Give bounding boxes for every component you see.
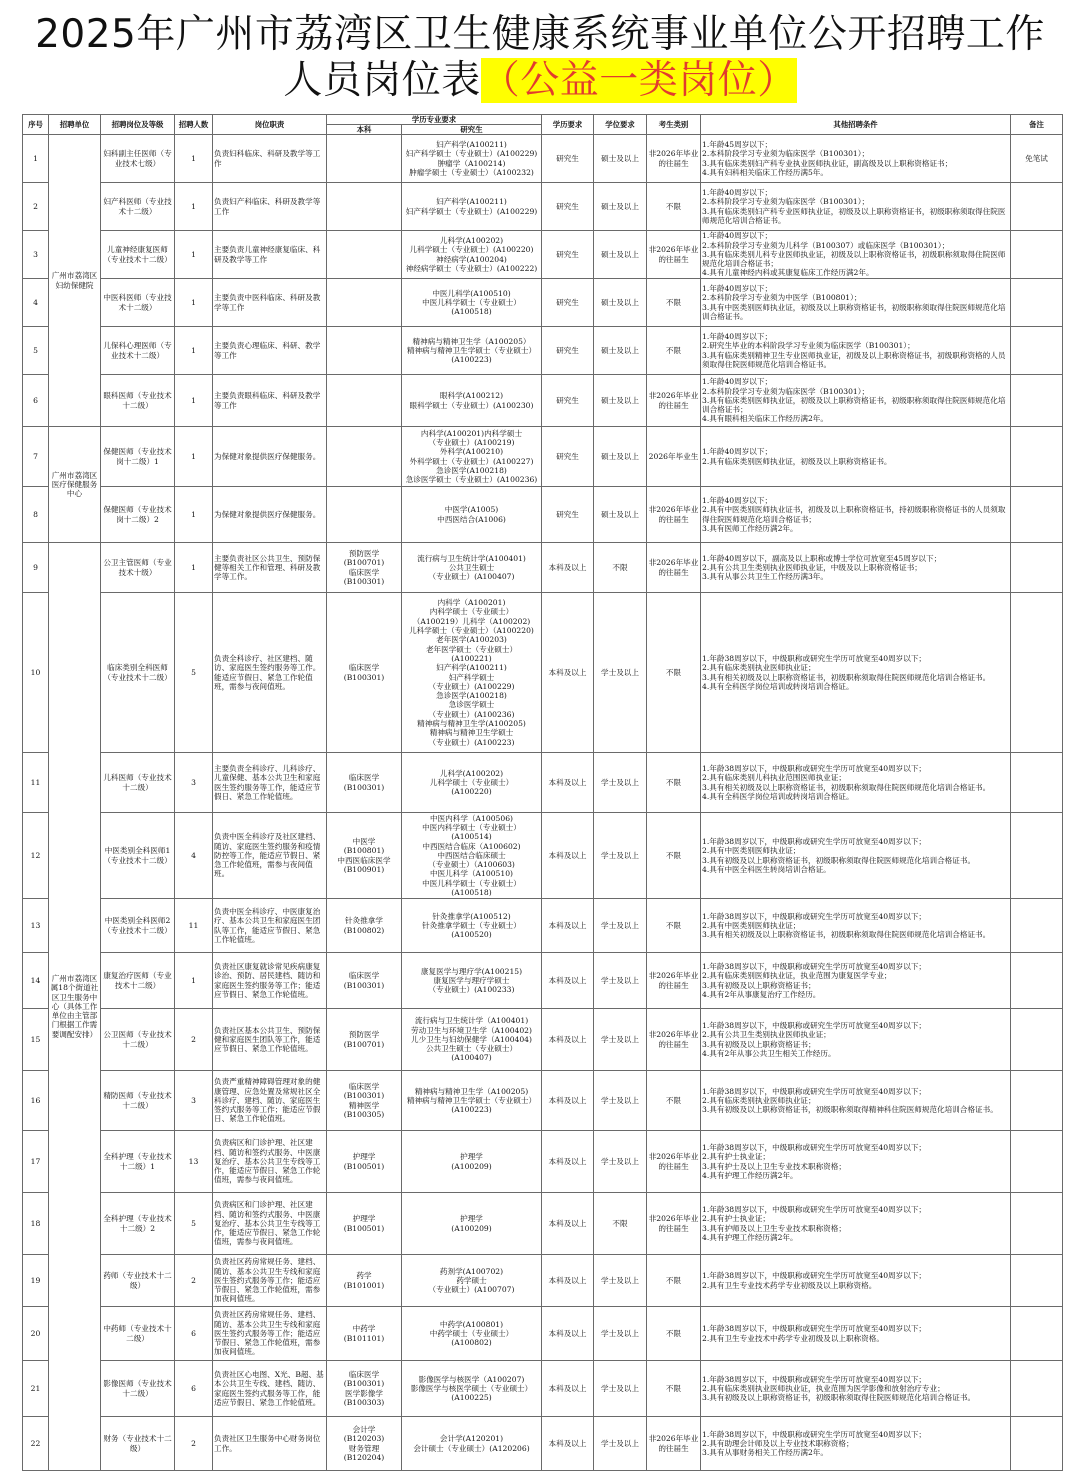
duty-cell: 负责全科诊疗、社区建档、随访、家庭医生签约服务等工作。能适应节假日、紧急工作轮值班，需参与夜间值班。 <box>213 593 327 753</box>
seq-cell: 16 <box>23 1071 49 1131</box>
remarks-cell <box>1011 279 1063 327</box>
edu-cell: 本科及以上 <box>542 1417 594 1471</box>
graduate-cell: 会计学(A120201) 会计硕士（专业硕士）(A120206) <box>402 1417 542 1471</box>
category-cell: 不限 <box>647 1361 701 1417</box>
count-cell: 1 <box>175 543 213 593</box>
seq-cell: 12 <box>23 813 49 899</box>
graduate-cell: 康复医学与理疗学(A100215) 康复医学与理疗学硕士 （专业硕士）(A100233) <box>402 953 542 1009</box>
bachelor-cell <box>327 487 402 543</box>
title-line-2 <box>0 58 1080 104</box>
graduate-cell: 儿科学(A100202) 儿科学硕士（专业硕士） (A100220) <box>402 753 542 813</box>
remarks-cell <box>1011 753 1063 813</box>
header-seq: 序号 <box>23 115 49 135</box>
category-cell: 不限 <box>647 593 701 753</box>
degree-cell: 硕士及以上 <box>594 135 647 183</box>
bachelor-cell: 临床医学 (B100301) <box>327 753 402 813</box>
title-text: 人员岗位表 <box>283 58 481 103</box>
graduate-cell: 护理学 (A100209) <box>402 1131 542 1193</box>
post-cell: 儿科医师（专业技术十二级） <box>101 753 175 813</box>
post-cell: 财务（专业技术十二级） <box>101 1417 175 1471</box>
graduate-cell: 中医学(A1005) 中西医结合(A1006) <box>402 487 542 543</box>
conditions-cell: 1.年龄38周岁以下，中级职称或研究生学历可放宽至40周岁以下； 2.具有临床类别执业医师执业证； 3.具有相关初级及以上职称资格证书，初级职称须取得住院医师规范化培训合格证书。 4.具有全科医学岗位培训或转岗培训合格证。 <box>701 593 1011 753</box>
count-cell: 1 <box>175 427 213 487</box>
count-cell: 6 <box>175 1307 213 1361</box>
count-cell: 5 <box>175 1193 213 1255</box>
category-cell: 非2026年毕业的往届生 <box>647 543 701 593</box>
degree-cell: 学士及以上 <box>594 1255 647 1307</box>
bachelor-cell: 中医学 (B100801) 中西医临床医学 (B100901) <box>327 813 402 899</box>
unit-cell: 广州市荔湾区医疗保健服务中心 <box>49 427 101 543</box>
post-cell: 中药师（专业技术十二级） <box>101 1307 175 1361</box>
degree-cell: 学士及以上 <box>594 813 647 899</box>
header-remarks: 备注 <box>1011 115 1063 135</box>
table-row <box>23 899 1063 953</box>
seq-cell: 13 <box>23 899 49 953</box>
graduate-cell: 内科学（A100201) 内科学硕士（专业硕士） （A100219）儿科学（A100202) 儿科学硕士（专业硕士）（A100220) 老年医学(A100203) 老年医学硕士（专业硕士） (A100221) 妇产科学(A100211) 妇产科学硕士 （专业硕士）(A100229) 急诊医学(A100218) 急诊医学硕士 （专业硕士）(A100236) 精神病与精神卫生学(A100205) 精神病与精神卫生学硕士 （专业硕士）(A100223) <box>402 593 542 753</box>
duty-cell: 负责社区药房常规任务、建档、随访、基本公共卫生专线和家庭医生签约式服务等工作；能适应节假日、紧急工作轮值班，需参加夜间值班。 <box>213 1307 327 1361</box>
conditions-cell: 1.年龄45周岁以下； 2.本科阶段学习专业须为临床医学（B100301）； 3.具有临床类别妇产科专业执业医师执业证，副高级及以上职称资格证书； 4.具有妇科相关临床工作经历满5年。 <box>701 135 1011 183</box>
degree-cell: 学士及以上 <box>594 1131 647 1193</box>
category-cell: 不限 <box>647 1307 701 1361</box>
edu-cell: 本科及以上 <box>542 813 594 899</box>
edu-cell: 本科及以上 <box>542 1307 594 1361</box>
bachelor-cell: 临床医学 (B100301) <box>327 953 402 1009</box>
category-cell: 不限 <box>647 899 701 953</box>
count-cell: 2 <box>175 1255 213 1307</box>
degree-cell: 学士及以上 <box>594 953 647 1009</box>
graduate-cell: 精神病与精神卫生学（A100205） 精神病与精神卫生学硕士（专业硕士） (A100223) <box>402 327 542 375</box>
table-row <box>23 1131 1063 1193</box>
table-row <box>23 753 1063 813</box>
table-row <box>23 135 1063 183</box>
post-cell: 全科护理（专业技术十二级）2 <box>101 1193 175 1255</box>
conditions-cell: 1.年龄38周岁以下，中级职称或研究生学历可放宽至40周岁以下； 2.具有临床类别执业医师执业证，执业范围为医学影像和放射治疗专业； 3.具有初级及以上职称资格证书，初级职称须取得住院医师规范化培训合格证书。 <box>701 1361 1011 1417</box>
degree-cell: 学士及以上 <box>594 1361 647 1417</box>
conditions-cell: 1.年龄38周岁以下，中级职称或研究生学历可放宽至40周岁以下； 2.具有公共卫生类别执业医师执业证； 3.具有初级及以上职称资格证书； 4.具有2年从事公共卫生相关工作经历。 <box>701 1009 1011 1071</box>
graduate-cell: 针灸推拿学(A100512) 针灸推拿学硕士（专业硕士） (A100520) <box>402 899 542 953</box>
edu-cell: 研究生 <box>542 135 594 183</box>
degree-cell: 学士及以上 <box>594 1307 647 1361</box>
duty-cell: 负责中医全科诊疗、中医康复治疗、基本公共卫生和家庭医生团队等工作，能适应节假日、紧急工作轮值班。 <box>213 899 327 953</box>
remarks-cell <box>1011 543 1063 593</box>
table-row <box>23 813 1063 899</box>
header-category: 考生类别 <box>647 115 701 135</box>
recruitment-table <box>22 114 1063 1471</box>
table-body <box>23 135 1063 1471</box>
bachelor-cell: 临床医学 (B100301) <box>327 593 402 753</box>
count-cell: 2 <box>175 1009 213 1071</box>
seq-cell: 9 <box>23 543 49 593</box>
category-cell: 非2026年毕业的往届生 <box>647 1193 701 1255</box>
post-cell: 保健医师（专业技术岗十二级）1 <box>101 427 175 487</box>
duty-cell: 主要负责儿童神经康复临床、科研及教学等工作 <box>213 231 327 279</box>
degree-cell: 硕士及以上 <box>594 327 647 375</box>
conditions-cell: 1.年龄38周岁以下，中级职称或研究生学历可放宽至40周岁以下； 2.具有卫生专业技术药学专业初级及以上职称资格。 <box>701 1255 1011 1307</box>
category-cell: 非2026年毕业的往届生 <box>647 1009 701 1071</box>
graduate-cell: 护理学 (A100209) <box>402 1193 542 1255</box>
edu-cell: 本科及以上 <box>542 753 594 813</box>
post-cell: 中医类别全科医师2（专业技术十二级） <box>101 899 175 953</box>
conditions-cell: 1.年龄38周岁以下，中级职称或研究生学历可放宽至40周岁以下； 2.具有中医类别医师执业证； 3.具有初级及以上职称资格证书，初级职称须取得住院医师规范化培训合格证书。 4.具有中医全科医生转岗培训合格证。 <box>701 813 1011 899</box>
graduate-cell: 精神病与精神卫生学（A100205) 精神病与精神卫生学硕士（专业硕士） (A100223) <box>402 1071 542 1131</box>
count-cell: 1 <box>175 231 213 279</box>
header-major: 学历专业要求 <box>327 115 542 125</box>
category-cell: 非2026年毕业的往届生 <box>647 231 701 279</box>
table-row <box>23 1361 1063 1417</box>
duty-cell: 负责严重精神障碍管理对象的健康管理、应急处置及常规社区全科诊疗、建档、随访、家庭医生签约式服务等工作；能适应节假日、紧急工作轮值班。 <box>213 1071 327 1131</box>
table-row <box>23 1255 1063 1307</box>
seq-cell: 2 <box>23 183 49 231</box>
count-cell: 6 <box>175 1361 213 1417</box>
conditions-cell: 1.年龄38周岁以下，中级职称或研究生学历可放宽至40周岁以下； 2.具有护士执业证； 3.具有护师及以上卫生专业技术职称资格； 4.具有护理工作经历满2年。 <box>701 1193 1011 1255</box>
duty-cell: 主要负责社区公共卫生、预防保健等相关工作和管理、科研及教学等工作。 <box>213 543 327 593</box>
post-cell: 中医类别全科医师1（专业技术十二级） <box>101 813 175 899</box>
seq-cell: 7 <box>23 427 49 487</box>
edu-cell: 研究生 <box>542 279 594 327</box>
count-cell: 1 <box>175 279 213 327</box>
category-cell: 非2026年毕业的往届生 <box>647 375 701 427</box>
graduate-cell: 内科学(A100201)内科学硕士 （专业硕士）(A100219) 外科学(A100210) 外科学硕士（专业硕士）(A100227) 急诊医学(A100218) 急诊医学硕士（专业硕士）(A100236) <box>402 427 542 487</box>
conditions-cell: 1.年龄38周岁以下，中级职称或研究生学历可放宽至40周岁以下； 2.具有临床类别执业医师执业证； 3.具有初级及以上职称资格证书，初级职称须取得精神科住院医师规范化培训合格证书。 <box>701 1071 1011 1131</box>
bachelor-cell <box>327 231 402 279</box>
count-cell: 1 <box>175 327 213 375</box>
seq-cell: 8 <box>23 487 49 543</box>
graduate-cell: 妇产科学(A100211) 妇产科学硕士（专业硕士）(A100229) <box>402 183 542 231</box>
edu-cell: 本科及以上 <box>542 899 594 953</box>
remarks-cell <box>1011 487 1063 543</box>
count-cell: 3 <box>175 753 213 813</box>
post-cell: 临床类别全科医师（专业技术十二级） <box>101 593 175 753</box>
category-cell: 不限 <box>647 813 701 899</box>
page-title <box>0 12 1080 104</box>
post-cell: 康复治疗医师（专业技术十二级） <box>101 953 175 1009</box>
degree-cell: 学士及以上 <box>594 899 647 953</box>
conditions-cell: 1.年龄40周岁以下，副高及以上职称或博士学位可放宽至45周岁以下； 2.具有公共卫生类别执业医师执业证，中级及以上职称资格证书； 3.具有从事公共卫生工作经历满3年。 <box>701 543 1011 593</box>
remarks-cell <box>1011 327 1063 375</box>
degree-cell: 学士及以上 <box>594 1009 647 1071</box>
header-conditions: 其他招聘条件 <box>701 115 1011 135</box>
bachelor-cell: 预防医学 (B100701) 临床医学 (B100301) <box>327 543 402 593</box>
degree-cell: 学士及以上 <box>594 1071 647 1131</box>
duty-cell: 负责病区和门诊护理、社区建档、随访和签约式服务、中医康复治疗、基本公共卫生专线等工作，能适应节假日、紧急工作轮值班，需参与夜间值班。 <box>213 1131 327 1193</box>
edu-cell: 本科及以上 <box>542 953 594 1009</box>
bachelor-cell: 临床医学 (B100301) 精神医学 (B100305) <box>327 1071 402 1131</box>
graduate-cell: 药剂学(A100702) 药学硕士 （专业硕士）(A100707) <box>402 1255 542 1307</box>
degree-cell: 学士及以上 <box>594 1417 647 1471</box>
table-row <box>23 1307 1063 1361</box>
seq-cell: 21 <box>23 1361 49 1417</box>
category-cell: 不限 <box>647 183 701 231</box>
graduate-cell: 中医儿科学(A100510) 中医儿科学硕士（专业硕士） (A100518) <box>402 279 542 327</box>
remarks-cell <box>1011 1255 1063 1307</box>
table-row <box>23 1193 1063 1255</box>
count-cell: 11 <box>175 899 213 953</box>
count-cell: 13 <box>175 1131 213 1193</box>
category-cell: 非2026年毕业的往届生 <box>647 1131 701 1193</box>
duty-cell: 主要负责心理临床、科研、教学等工作 <box>213 327 327 375</box>
degree-cell: 硕士及以上 <box>594 375 647 427</box>
edu-cell: 本科及以上 <box>542 1071 594 1131</box>
post-cell: 药师（专业技术十二级） <box>101 1255 175 1307</box>
seq-cell: 4 <box>23 279 49 327</box>
bachelor-cell: 药学 (B101001) <box>327 1255 402 1307</box>
graduate-cell: 中药学(A100801) 中药学硕士（专业硕士） (A100802) <box>402 1307 542 1361</box>
post-cell: 眼科医师（专业技术十二级） <box>101 375 175 427</box>
bachelor-cell: 会计学 (B120203) 财务管理 (B120204) <box>327 1417 402 1471</box>
degree-cell: 硕士及以上 <box>594 279 647 327</box>
conditions-cell: 1.年龄40周岁以下； 2.具有临床类别医师执业证，初级及以上职称资格证书。 <box>701 427 1011 487</box>
count-cell: 3 <box>175 1071 213 1131</box>
conditions-cell: 1.年龄40周岁以下； 2.本科阶段学习专业须为临床医学（B100301）； 3.具有临床类别妇产科专业医师执业证，初级及以上职称资格证书，初级职称须取得住院医师规范化培训合格证书。 <box>701 183 1011 231</box>
seq-cell: 14 <box>23 953 49 1009</box>
conditions-cell: 1.年龄40周岁以下； 2.本科阶段学习专业须为儿科学（B100307）或临床医学（B100301）； 3.具有临床类别儿科专业医师执业证，初级及以上职称资格证书，初级职称须取得住院医师规范化培训合格证书； 4.具有儿童神经内科或其康复临床工作经历满2年。 <box>701 231 1011 279</box>
post-cell: 中医科医师（专业技术十二级） <box>101 279 175 327</box>
header-post: 招聘岗位及等级 <box>101 115 175 135</box>
seq-cell: 18 <box>23 1193 49 1255</box>
table-row <box>23 593 1063 753</box>
table-row <box>23 543 1063 593</box>
degree-cell: 硕士及以上 <box>594 183 647 231</box>
count-cell: 1 <box>175 135 213 183</box>
conditions-cell: 1.年龄38周岁以下，中级职称或研究生学历可放宽至40周岁以下； 2.具有护士执业证； 3.具有护士及以上卫生专业技术职称资格； 4.具有护理工作经历满2年。 <box>701 1131 1011 1193</box>
degree-cell: 硕士及以上 <box>594 427 647 487</box>
duty-cell: 负责社区心电图、X光、B超、基本公共卫生专线、建档、随访、家庭医生签约式服务等工作，能适应节假日、紧急工作轮值班。 <box>213 1361 327 1417</box>
remarks-cell <box>1011 1361 1063 1417</box>
remarks-cell: 免笔试 <box>1011 135 1063 183</box>
bachelor-cell <box>327 327 402 375</box>
degree-cell: 学士及以上 <box>594 753 647 813</box>
bachelor-cell <box>327 279 402 327</box>
seq-cell: 10 <box>23 593 49 753</box>
table-row <box>23 183 1063 231</box>
header-edu: 学历要求 <box>542 115 594 135</box>
graduate-cell: 妇产科学(A100211) 妇产科学硕士（专业硕士）(A100229) 肿瘤学（A100214) 肿瘤学硕士（专业硕士）（A100232) <box>402 135 542 183</box>
duty-cell: 为保健对象提供医疗保健服务。 <box>213 487 327 543</box>
edu-cell: 研究生 <box>542 231 594 279</box>
count-cell: 4 <box>175 813 213 899</box>
seq-cell: 6 <box>23 375 49 427</box>
category-cell: 2026年毕业生 <box>647 427 701 487</box>
unit-cell: 广州市荔湾区属18个街道社区卫生服务中心（具体工作单位由主管部门根据工作需要调配安排） <box>49 543 101 1471</box>
count-cell: 1 <box>175 183 213 231</box>
seq-cell: 11 <box>23 753 49 813</box>
conditions-cell: 1.年龄40周岁以下； 2.具有中医类别医师执业证书，初级及以上职称资格证书，持初级职称资格证书的人员须取得住院医师规范化培训合格证书； 3.具有医师工作经历满2年。 <box>701 487 1011 543</box>
remarks-cell <box>1011 1193 1063 1255</box>
remarks-cell <box>1011 813 1063 899</box>
header-count: 招聘人数 <box>175 115 213 135</box>
bachelor-cell: 临床医学 (B100301) 医学影像学 (B100303) <box>327 1361 402 1417</box>
bachelor-cell: 护理学 (B100501) <box>327 1193 402 1255</box>
edu-cell: 本科及以上 <box>542 1255 594 1307</box>
bachelor-cell: 中药学 (B101101) <box>327 1307 402 1361</box>
edu-cell: 本科及以上 <box>542 1009 594 1071</box>
title-highlight: （公益一类岗位） <box>480 58 797 103</box>
category-cell: 非2026年毕业的往届生 <box>647 1417 701 1471</box>
duty-cell: 负责中医全科诊疗及社区建档、随访、家庭医生签约服务和疫情防控等工作，能适应节假日、紧急工作轮值班，需参与夜间值班。 <box>213 813 327 899</box>
conditions-cell: 1.年龄38周岁以下，中级职称或研究生学历可放宽至40周岁以下； 2.具有中医类别医师执业证； 3.具有相关初级及以上职称资格证书，初级职称须取得住院医师规范化培训合格证书。 <box>701 899 1011 953</box>
remarks-cell <box>1011 1131 1063 1193</box>
category-cell: 不限 <box>647 1071 701 1131</box>
duty-cell: 负责妇科临床、科研及教学等工作 <box>213 135 327 183</box>
post-cell: 精防医师（专业技术十二级） <box>101 1071 175 1131</box>
post-cell: 保健医师（专业技术岗十二级）2 <box>101 487 175 543</box>
table-row <box>23 1417 1063 1471</box>
duty-cell: 负责社区基本公共卫生、预防保健和家庭医生团队等工作，能适应节假日、紧急工作轮值班。 <box>213 1009 327 1071</box>
header-duty: 岗位职责 <box>213 115 327 135</box>
degree-cell: 硕士及以上 <box>594 487 647 543</box>
remarks-cell <box>1011 1071 1063 1131</box>
conditions-cell: 1.年龄38周岁以下，中级职称或研究生学历可放宽至40周岁以下； 2.具有助理会计师及以上专业技术职称资格； 3.具有从事财务相关工作经历满2年。 <box>701 1417 1011 1471</box>
seq-cell: 5 <box>23 327 49 375</box>
duty-cell: 主要负责眼科临床、科研及教学等工作 <box>213 375 327 427</box>
table-header <box>23 115 1063 135</box>
degree-cell: 不限 <box>594 1193 647 1255</box>
count-cell: 5 <box>175 593 213 753</box>
post-cell: 影像医师（专业技术十二级） <box>101 1361 175 1417</box>
remarks-cell <box>1011 427 1063 487</box>
table-row <box>23 1071 1063 1131</box>
bachelor-cell <box>327 135 402 183</box>
count-cell: 1 <box>175 953 213 1009</box>
seq-cell: 22 <box>23 1417 49 1471</box>
table-row <box>23 1009 1063 1071</box>
bachelor-cell: 预防医学 (B100701) <box>327 1009 402 1071</box>
header-bachelor: 本科 <box>327 125 402 135</box>
category-cell: 不限 <box>647 327 701 375</box>
remarks-cell <box>1011 899 1063 953</box>
graduate-cell: 儿科学(A100202) 儿科学硕士（专业硕士）(A100220) 神经病学(A100204) 神经病学硕士（专业硕士）(A100222) <box>402 231 542 279</box>
edu-cell: 本科及以上 <box>542 1131 594 1193</box>
category-cell: 非2026年毕业的往届生 <box>647 135 701 183</box>
edu-cell: 本科及以上 <box>542 543 594 593</box>
edu-cell: 研究生 <box>542 183 594 231</box>
duty-cell: 为保健对象提供医疗保健服务。 <box>213 427 327 487</box>
post-cell: 儿保科心理医师（专业技术十二级） <box>101 327 175 375</box>
seq-cell: 19 <box>23 1255 49 1307</box>
post-cell: 儿童神经康复医师（专业技术十二级） <box>101 231 175 279</box>
bachelor-cell <box>327 375 402 427</box>
table-row <box>23 427 1063 487</box>
graduate-cell: 影像医学与核医学（A100207) 影像医学与核医学硕士（专业硕士） (A100225) <box>402 1361 542 1417</box>
header-graduate: 研究生 <box>402 125 542 135</box>
table-row <box>23 279 1063 327</box>
edu-cell: 研究生 <box>542 427 594 487</box>
table-row <box>23 487 1063 543</box>
header-degree: 学位要求 <box>594 115 647 135</box>
conditions-cell: 1.年龄40周岁以下； 2.本科阶段学习专业须为中医学（B100801）； 3.具有中医类别医师执业证，初级及以上职称资格证书，初级职称须取得住院医师规范化培训合格证书。 <box>701 279 1011 327</box>
graduate-cell: 中医内科学（A100506) 中医内科学硕士（专业硕士） (A100514) 中西医结合临床（A100602) 中西医结合临床硕士 （专业硕士）（A100603) 中医儿科学（A100510) 中医儿科学硕士（专业硕士） (A100518) <box>402 813 542 899</box>
header-unit: 招聘单位 <box>49 115 101 135</box>
remarks-cell <box>1011 1417 1063 1471</box>
duty-cell: 负责社区药房常规任务、建档、随访、基本公共卫生专线和家庭医生签约式服务等工作；能适应节假日、紧急工作轮值班，需参加夜间值班。 <box>213 1255 327 1307</box>
edu-cell: 研究生 <box>542 375 594 427</box>
post-cell: 全科护理（专业技术十二级）1 <box>101 1131 175 1193</box>
table-row <box>23 327 1063 375</box>
degree-cell: 不限 <box>594 543 647 593</box>
seq-cell: 1 <box>23 135 49 183</box>
duty-cell: 主要负责全科诊疗、儿科诊疗、儿童保健、基本公共卫生和家庭医生签约服务等工作，能适应节假日、紧急工作轮值班。 <box>213 753 327 813</box>
post-cell: 公卫主管医师（专业技术十级） <box>101 543 175 593</box>
edu-cell: 本科及以上 <box>542 1193 594 1255</box>
bachelor-cell: 针灸推拿学 (B100802) <box>327 899 402 953</box>
table-row <box>23 953 1063 1009</box>
duty-cell: 负责社区康复就诊常见疾病康复诊治、预防、居民建档、随访和家庭医生签约服务等工作；能适应节假日、紧急工作轮值班。 <box>213 953 327 1009</box>
conditions-cell: 1.年龄40周岁以下； 2.本科阶段学习专业须为临床医学（B100301）； 3.具有临床类别医师执业证，初级及以上职称资格证书，初级职称须取得住院医师规范化培训合格证书； 4.具有眼科相关临床工作经历满2年。 <box>701 375 1011 427</box>
remarks-cell <box>1011 1009 1063 1071</box>
conditions-cell: 1.年龄38周岁以下，中级职称或研究生学历可放宽至40周岁以下； 2.具有临床类别医师执业证，执业范围为康复医学专业； 3.具有初级及以上职称资格证书； 4.具有2年从事康复治疗工作经历。 <box>701 953 1011 1009</box>
duty-cell: 负责病区和门诊护理、社区建档、随访和签约式服务、中医康复治疗、基本公共卫生专线等工作，能适应节假日、紧急工作轮值班，需参与夜间值班。 <box>213 1193 327 1255</box>
unit-cell: 广州市荔湾区妇幼保健院 <box>49 135 101 427</box>
remarks-cell <box>1011 593 1063 753</box>
edu-cell: 本科及以上 <box>542 593 594 753</box>
graduate-cell: 流行病与卫生统计学（A100401) 劳动卫生与环境卫生学（A100402) 儿少卫生与妇幼保健学（A100404) 公共卫生硕士（专业硕士） (A100407) <box>402 1009 542 1071</box>
table-row <box>23 375 1063 427</box>
seq-cell: 17 <box>23 1131 49 1193</box>
edu-cell: 本科及以上 <box>542 1361 594 1417</box>
conditions-cell: 1.年龄38周岁以下，中级职称或研究生学历可放宽至40周岁以下； 2.具有临床类别儿科执业范围医师执业证； 3.具有相关初级及以上职称资格证书，初级职称须取得住院医师规范化培训合格证书。 4.具有全科医学岗位培训或转岗培训合格证。 <box>701 753 1011 813</box>
remarks-cell <box>1011 183 1063 231</box>
count-cell: 1 <box>175 487 213 543</box>
table-row <box>23 231 1063 279</box>
degree-cell: 硕士及以上 <box>594 231 647 279</box>
conditions-cell: 1.年龄40周岁以下； 2.研究生毕业的本科阶段学习专业须为临床医学（B100301）； 3.具有临床类别精神卫生专业医师执业证，初级及以上职称资格证书，初级职称资格的人员须取得住院医师规范化培训合格证书。 <box>701 327 1011 375</box>
count-cell: 1 <box>175 375 213 427</box>
remarks-cell <box>1011 375 1063 427</box>
post-cell: 妇科副主任医师（专业技术七级） <box>101 135 175 183</box>
bachelor-cell <box>327 427 402 487</box>
category-cell: 非2026年毕业的往届生 <box>647 487 701 543</box>
post-cell: 公卫医师（专业技术十二级） <box>101 1009 175 1071</box>
category-cell: 不限 <box>647 279 701 327</box>
bachelor-cell: 护理学 (B100501) <box>327 1131 402 1193</box>
duty-cell: 负责社区卫生服务中心财务岗位工作。 <box>213 1417 327 1471</box>
edu-cell: 研究生 <box>542 327 594 375</box>
graduate-cell: 流行病与卫生统计学(A100401) 公共卫生硕士 （专业硕士）(A100407) <box>402 543 542 593</box>
post-cell: 妇产科医师（专业技术十二级） <box>101 183 175 231</box>
remarks-cell <box>1011 953 1063 1009</box>
conditions-cell: 1.年龄38周岁以下，中级职称或研究生学历可放宽至40周岁以下； 2.具有卫生专业技术中药学专业初级及以上职称资格。 <box>701 1307 1011 1361</box>
title-line-1: 2025年广州市荔湾区卫生健康系统事业单位公开招聘工作 <box>35 12 1045 57</box>
seq-cell: 15 <box>23 1009 49 1071</box>
remarks-cell <box>1011 1307 1063 1361</box>
duty-cell: 主要负责中医科临床、科研及教学等工作 <box>213 279 327 327</box>
seq-cell: 20 <box>23 1307 49 1361</box>
graduate-cell: 眼科学(A100212) 眼科学硕士（专业硕士）(A100230) <box>402 375 542 427</box>
category-cell: 不限 <box>647 1255 701 1307</box>
bachelor-cell <box>327 183 402 231</box>
remarks-cell <box>1011 231 1063 279</box>
category-cell: 不限 <box>647 753 701 813</box>
degree-cell: 学士及以上 <box>594 593 647 753</box>
category-cell: 非2026年毕业的往届生 <box>647 953 701 1009</box>
seq-cell: 3 <box>23 231 49 279</box>
count-cell: 2 <box>175 1417 213 1471</box>
duty-cell: 负责妇产科临床、科研及教学等工作 <box>213 183 327 231</box>
edu-cell: 研究生 <box>542 487 594 543</box>
